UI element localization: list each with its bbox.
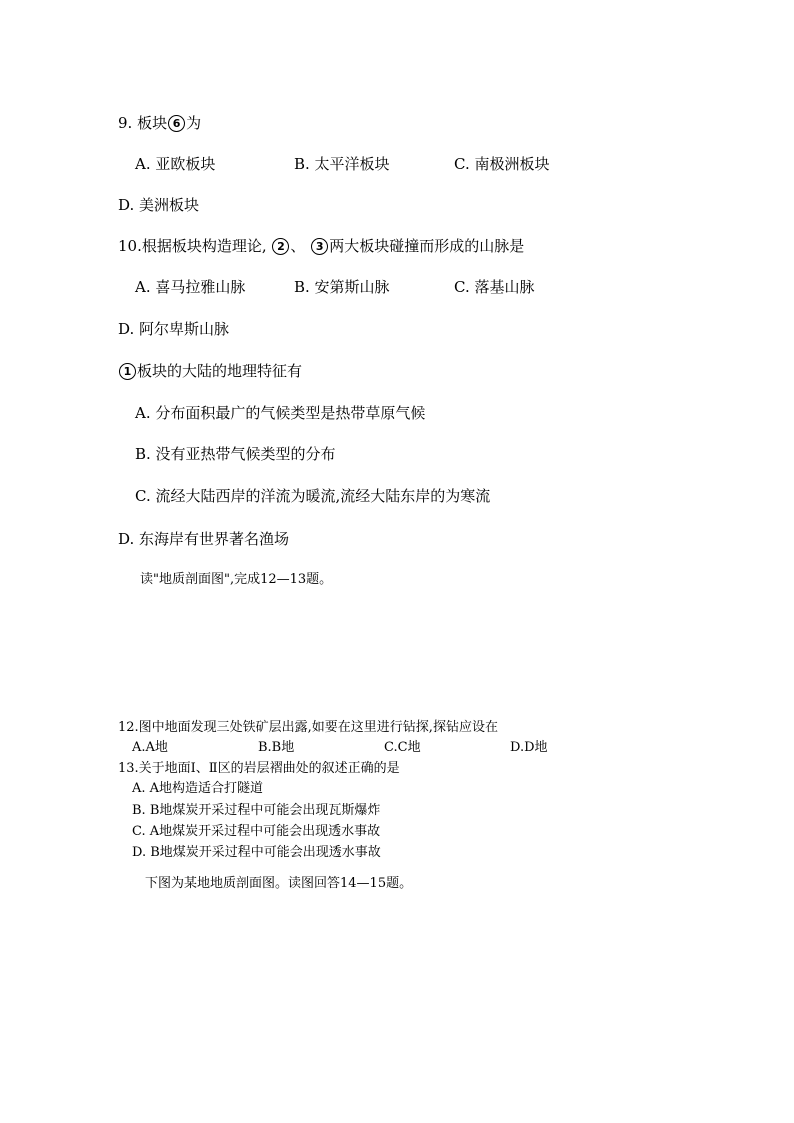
q9-options-row <box>0 154 794 174</box>
q9-option-b: B. 太平洋板块 <box>294 155 390 173</box>
q12-option-b: B.B地 <box>258 740 295 755</box>
q10-option-c: C. 落基山脉 <box>454 278 535 296</box>
q12-stem: 12.图中地面发现三处铁矿层出露,如要在这里进行钻探,探钻应设在 <box>118 720 498 735</box>
q9-option-a: A. 亚欧板块 <box>135 155 216 173</box>
q9-option-d: D. 美洲板块 <box>118 196 200 214</box>
q11-option-b: B. 没有亚热带气候类型的分布 <box>135 445 336 463</box>
q12-option-a: A.A地 <box>132 740 168 755</box>
q11-option-d: D. 东海岸有世界著名渔场 <box>118 530 290 548</box>
q11-option-a: A. 分布面积最广的气候类型是热带草原气候 <box>135 404 426 422</box>
q12-option-c: C.C地 <box>384 740 421 755</box>
intro-questions-14-15: 下图为某地地质剖面图。读图回答14—15题。 <box>145 876 413 891</box>
q9-option-c: C. 南极洲板块 <box>454 155 550 173</box>
q11-stem-suffix: 板块的大陆的地理特征有 <box>137 362 303 380</box>
q10-stem-prefix: 10.根据板块构造理论, <box>118 237 267 255</box>
q10-option-d: D. 阿尔卑斯山脉 <box>118 320 230 338</box>
q9-stem-suffix: 为 <box>186 114 202 132</box>
circled-number-1: 1 <box>119 363 136 380</box>
q11-option-c: C. 流经大陆西岸的洋流为暖流,流经大陆东岸的为寒流 <box>135 487 491 505</box>
q13-stem: 13.关于地面Ⅰ、Ⅱ区的岩层褶曲处的叙述正确的是 <box>118 761 400 776</box>
q10-stem-suffix: 两大板块碰撞而形成的山脉是 <box>329 237 525 255</box>
q9-stem-prefix: 9. 板块 <box>118 114 168 132</box>
q12-option-d: D.D地 <box>510 740 548 755</box>
q11-stem <box>118 361 302 381</box>
q10-stem <box>118 236 524 256</box>
q13-option-c: C. A地煤炭开采过程中可能会出现透水事故 <box>132 824 381 839</box>
q12-options-row <box>0 739 794 757</box>
q10-options-row <box>0 277 794 297</box>
q10-option-b: B. 安第斯山脉 <box>294 278 390 296</box>
q10-stem-separator: 、 <box>290 237 306 255</box>
q9-stem <box>118 113 201 133</box>
circled-number-3: 3 <box>311 238 328 255</box>
q10-option-a: A. 喜马拉雅山脉 <box>135 278 246 296</box>
q13-option-d: D. B地煤炭开采过程中可能会出现透水事故 <box>132 845 381 860</box>
circled-number-2: 2 <box>272 238 289 255</box>
q13-option-b: B. B地煤炭开采过程中可能会出现瓦斯爆炸 <box>132 803 381 818</box>
q13-option-a: A. A地构造适合打隧道 <box>132 781 264 796</box>
circled-number-6: 6 <box>168 115 185 132</box>
intro-questions-12-13: 读"地质剖面图",完成12—13题。 <box>140 572 333 587</box>
